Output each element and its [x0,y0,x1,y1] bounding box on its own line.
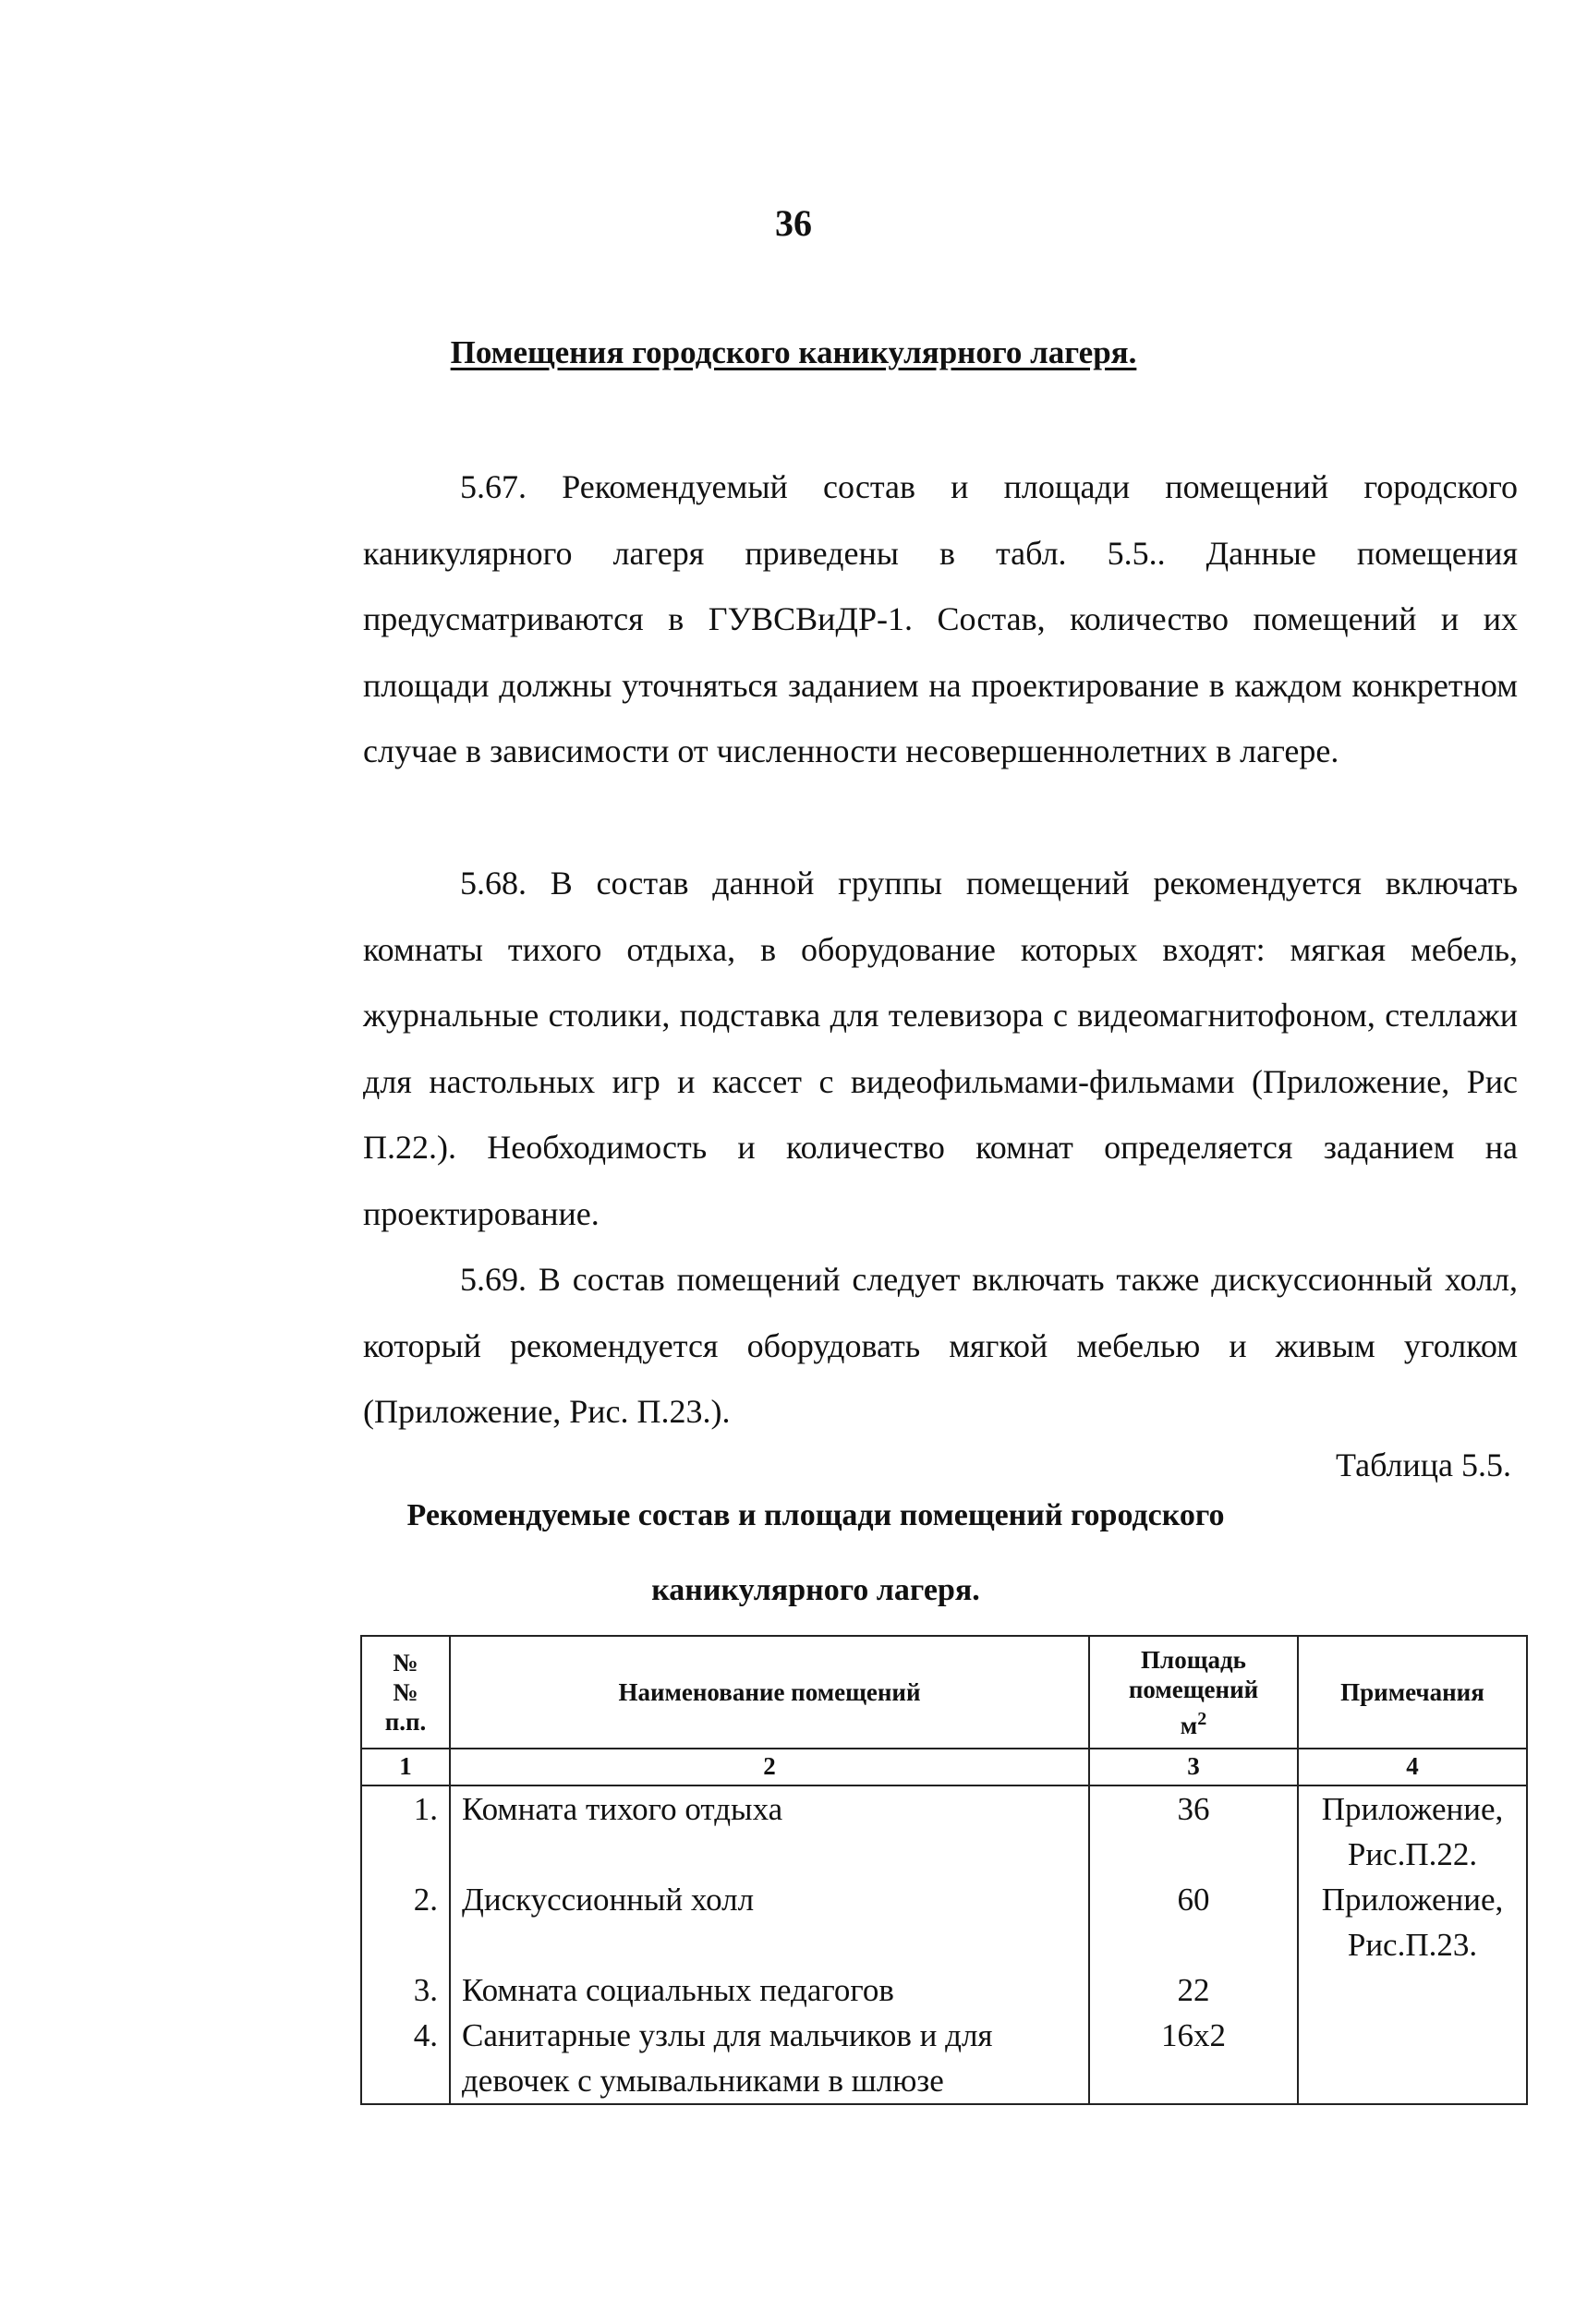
table-caption-line-2: каникулярного лагеря. [651,1573,980,1607]
paragraph-5-68 [363,851,1518,1247]
room-note [1298,1785,1527,1877]
paragraph-5-67 [363,454,1518,785]
room-note-line-2: Рис.П.22. [1347,1836,1478,1872]
column-number-3: 3 [1089,1749,1298,1785]
table-header-row [361,1636,1527,1749]
room-note [1298,2013,1527,2104]
header-number [361,1636,450,1749]
table-row [361,2013,1527,2104]
room-area: 36 [1089,1785,1298,1877]
header-notes: Примечания [1298,1636,1527,1749]
paragraph-text: 5.68. В состав данной группы помещений рекомендуется включать комнаты тихого отдыха, в оборудование которых входят: мягкая мебель, журнальные столики, подставка для телевизора с видеомагнитофоном, стеллажи для настольных игр и кассет с видеофильмами-фильмами (Приложение, Рис П.22.). Необходимость и количество комнат определяется заданием на проектирование. [363,865,1518,1232]
room-name: Комната тихого отдыха [450,1785,1089,1877]
header-area-line-1: Площадь [1141,1645,1246,1674]
table-row [361,1785,1527,1877]
header-number-line-3: п.п. [384,1708,427,1736]
table-row [361,1967,1527,2013]
room-area: 16х2 [1089,2013,1298,2104]
header-area-unit [1096,1704,1291,1740]
room-note [1298,1967,1527,2013]
room-area: 60 [1089,1877,1298,1967]
page-number: 36 [775,202,812,244]
room-note-line-1: Приложение, [1321,1882,1504,1918]
table-row [361,1877,1527,1967]
header-area-line-2: помещений [1128,1675,1259,1703]
header-number-line-1: № [393,1649,418,1676]
room-name: Санитарные узлы для мальчиков и для девочек с умывальниками в шлюзе [450,2013,1089,2104]
table-caption-line-1: Рекомендуемые состав и площади помещений городского [406,1498,1225,1532]
header-name: Наименование помещений [450,1636,1089,1749]
row-number: 4. [361,2013,450,2104]
room-note-line-1: Приложение, [1321,1791,1504,1827]
row-number: 3. [361,1967,450,2013]
area-unit: м [1180,1711,1198,1739]
room-note [1298,1877,1527,1967]
room-name: Комната социальных педагогов [450,1967,1089,2013]
paragraph-5-69 [363,1247,1518,1446]
section-heading: Помещения городского каникулярного лагеря. [450,334,1137,370]
row-number: 1. [361,1785,450,1877]
room-note-line-2: Рис.П.23. [1347,1927,1478,1963]
column-number-2: 2 [450,1749,1089,1785]
room-name: Дискуссионный холл [450,1877,1089,1967]
table-label: Таблица 5.5. [1336,1446,1511,1483]
room-area: 22 [1089,1967,1298,2013]
area-unit-exponent: 2 [1197,1708,1207,1729]
header-number-line-2: № [393,1678,418,1706]
header-area [1089,1636,1298,1749]
paragraph-text: 5.69. В состав помещений следует включать также дискуссионный холл, который рекомендуется оборудовать мягкой мебелью и живым уголком (Приложение, Рис. П.23.). [363,1261,1518,1430]
column-number-4: 4 [1298,1749,1527,1785]
column-number-row [361,1749,1527,1785]
row-number: 2. [361,1877,450,1967]
rooms-table [360,1635,1528,2105]
paragraph-text: 5.67. Рекомендуемый состав и площади помещений городского каникулярного лагеря приведены в табл. 5.5.. Данные помещения предусматриваются в ГУВСВиДР-1. Состав, количество помещений и их площади должны уточняться заданием на проектирование в каждом конкретном случае в зависимости от численности несовершеннолетних в лагере. [363,468,1518,769]
column-number-1: 1 [361,1749,450,1785]
